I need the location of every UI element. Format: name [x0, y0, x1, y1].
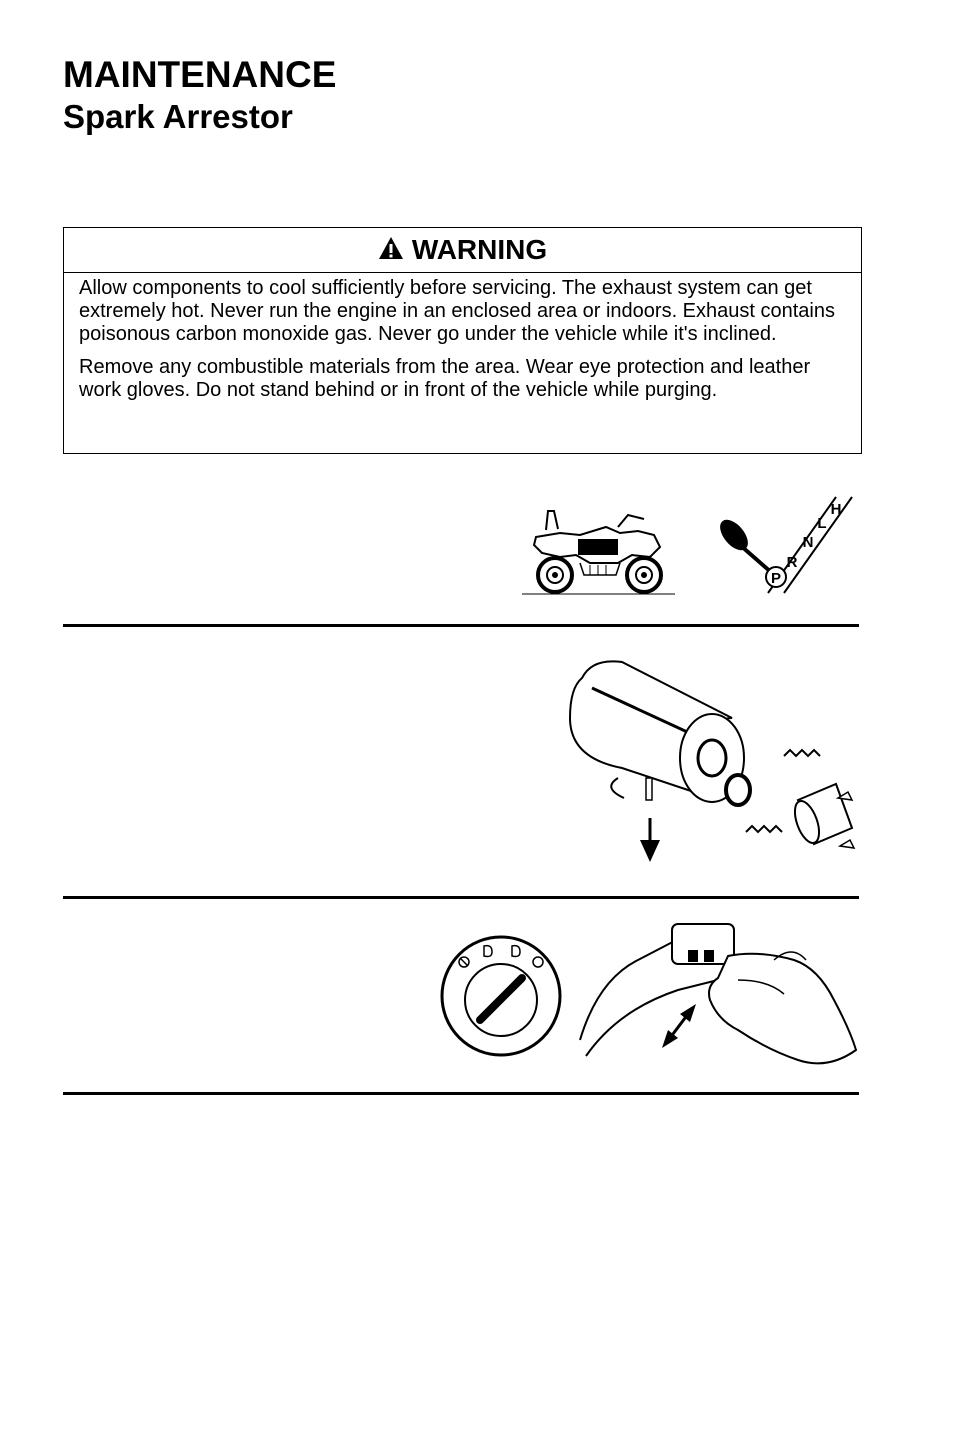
section-title: Spark Arrestor	[63, 98, 293, 135]
section-divider	[63, 896, 859, 899]
warning-triangle-icon	[378, 236, 404, 265]
gear-label: P	[770, 570, 782, 587]
handlebar-mode-switch-illustration	[578, 920, 858, 1072]
gear-label: L	[817, 515, 827, 532]
gear-label: H	[830, 501, 842, 518]
gear-label: R	[786, 554, 798, 571]
atv-illustration	[520, 505, 677, 597]
warning-heading: WARNING	[411, 234, 548, 265]
warning-box	[63, 227, 862, 454]
gear-label: N	[802, 534, 814, 551]
muffler-disassembly-illustration	[562, 658, 858, 864]
warning-header	[64, 228, 861, 273]
page-title: MAINTENANCE	[63, 54, 337, 95]
section-divider	[63, 1092, 859, 1095]
warning-paragraph: Allow components to cool sufficiently before servicing. The exhaust system can get extremely hot. Never run the engine in an enclosed area or indoors. Exhaust contains poisonous carbon monoxide gas. Never go under the vehicle while it's inclined.	[79, 277, 835, 345]
section-divider	[63, 624, 859, 627]
ignition-key-switch-illustration	[438, 934, 564, 1058]
warning-body	[64, 273, 861, 402]
warning-paragraph: Remove any combustible materials from the area. Wear eye protection and leather work gloves. Do not stand behind or in front of the vehicle while purging.	[79, 356, 811, 401]
gear-selector-park-icon	[716, 495, 856, 595]
